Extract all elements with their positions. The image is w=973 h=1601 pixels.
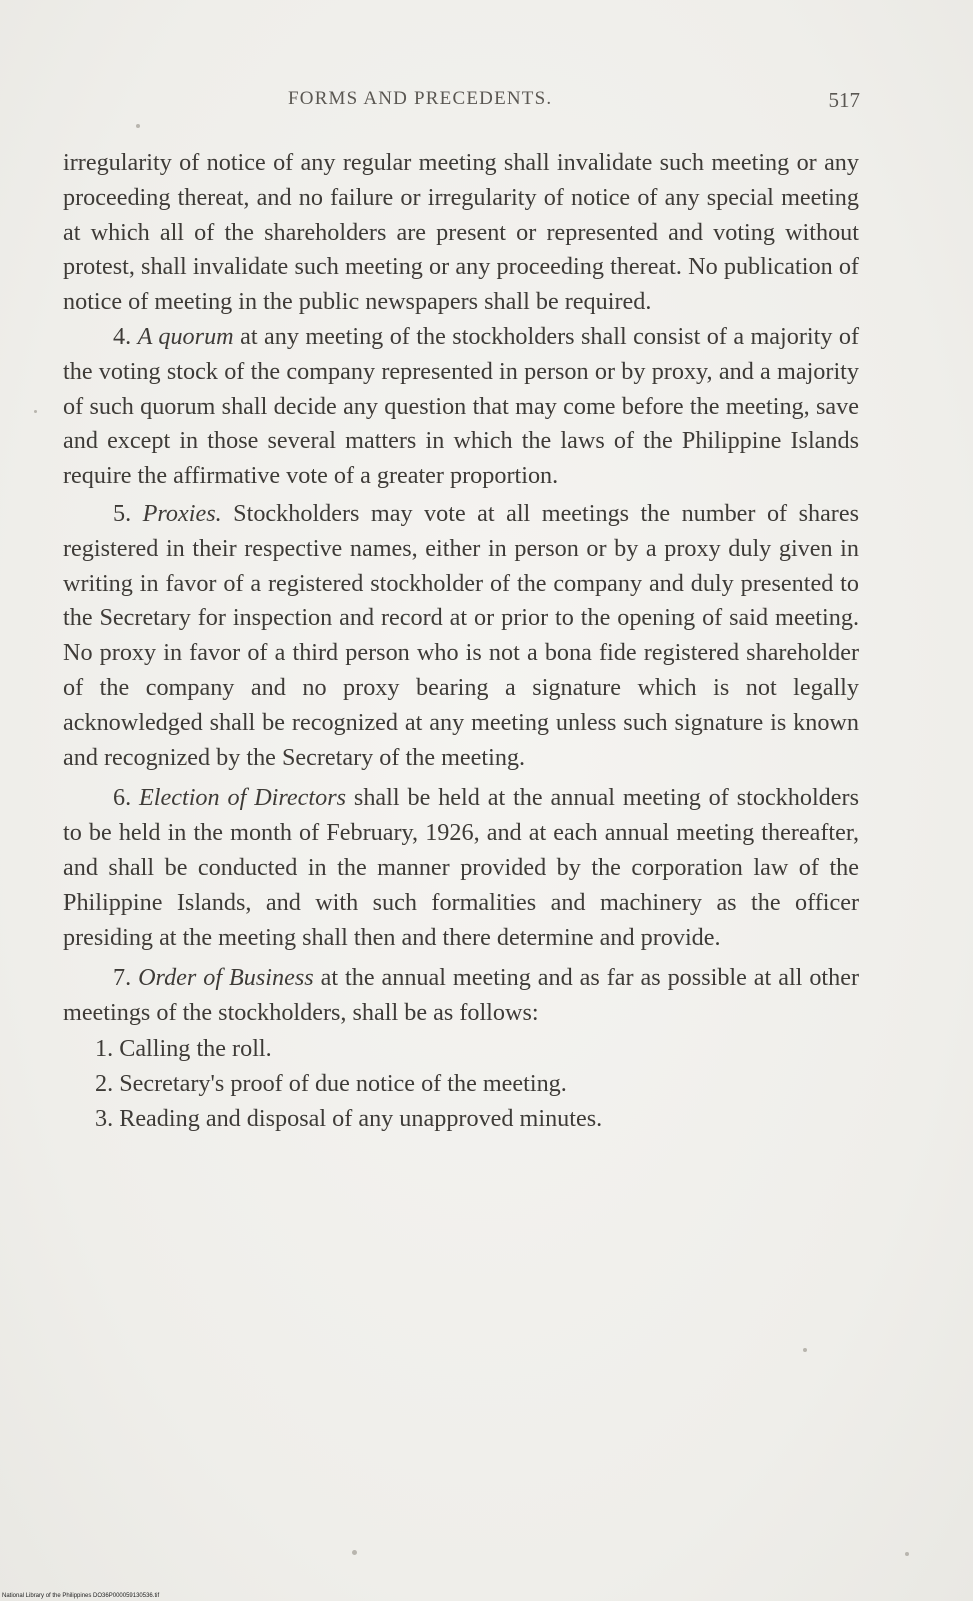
paragraph-continuation: irregularity of notice of any regular meeting shall invalidate such meeting or any proceeding thereat, and no failure or irregularity of notice of any special meeting at which all of the shareholders are present or represented and voting without protest, shall invalidate such meeting or any proceeding thereat. No publication of notice of meeting in the public newspapers shall be required. xyxy=(63,149,859,316)
scan-credit: National Library of the Philippines DO36P000059130536.tif xyxy=(2,1593,160,1599)
list-item: 1. Calling the roll. xyxy=(95,1034,272,1062)
paragraph-7-heading: Order of Business xyxy=(138,964,314,992)
page-body xyxy=(63,146,859,1136)
scan-speck xyxy=(803,1348,807,1352)
paragraph-5-heading: Proxies. xyxy=(142,499,222,527)
paragraph-5-number: 5. xyxy=(113,499,132,527)
paragraph-6-number: 6. xyxy=(113,784,132,812)
page-number: 517 xyxy=(828,88,860,112)
scan-speck xyxy=(136,124,140,128)
paragraph-6-heading: Election of Directors xyxy=(139,784,347,812)
paragraph-6-election xyxy=(63,781,859,955)
paragraph-7-number: 7. xyxy=(113,964,132,992)
paragraph-5-text: Stockholders may vote at all meetings the number of shares registered in their respective names, either in person or by a proxy duly given in writing in favor of a registered stockholder of the company and duly presented to the Secretary for inspection and record at or prior to the opening of said meeting. No proxy in favor of a third person who is not a bona fide registered shareholder of the company and no proxy bearing a signature which is not legally acknowledged shall be recognized at any meeting unless such signature is known and recognized by the Secretary of the meeting. xyxy=(63,499,860,771)
scan-speck xyxy=(34,410,37,413)
page-header xyxy=(62,88,860,118)
list-item: 2. Secretary's proof of due notice of the meeting. xyxy=(95,1069,567,1097)
paragraph-7-text: at the annual meeting and as far as possible at all other meetings of the stockholders, shall be as follows: xyxy=(63,964,860,1027)
order-of-business-list xyxy=(63,1032,859,1136)
paragraph-4-quorum xyxy=(63,320,859,494)
running-head: FORMS AND PRECEDENTS. xyxy=(288,88,553,109)
list-item: 3. Reading and disposal of any unapproved minutes. xyxy=(95,1104,603,1132)
paragraph-4-heading: A quorum xyxy=(137,322,234,350)
scan-speck xyxy=(352,1550,357,1555)
paragraph-5-proxies xyxy=(63,497,859,775)
paragraph-6-text: shall be held at the annual meeting of stockholders to be held in the month of February, 1926, and at each annual meeting thereafter, and shall be conducted in the manner provided by the corporation law of the Philippine Islands, and with such formalities and machinery as the officer presiding at the meeting shall then and there determine and provide. xyxy=(63,784,859,951)
scan-speck xyxy=(905,1552,909,1556)
paragraph-4-number: 4. xyxy=(113,322,132,350)
paragraph-7-order xyxy=(63,961,859,1031)
paragraph-4-text: at any meeting of the stockholders shall consist of a majority of the voting stock of the company represented in person or by proxy, and a majority of such quorum shall decide any question that may come before the meeting, save and except in those several matters in which the laws of the Philippine Islands require the affirmative vote of a greater proportion. xyxy=(63,322,860,490)
